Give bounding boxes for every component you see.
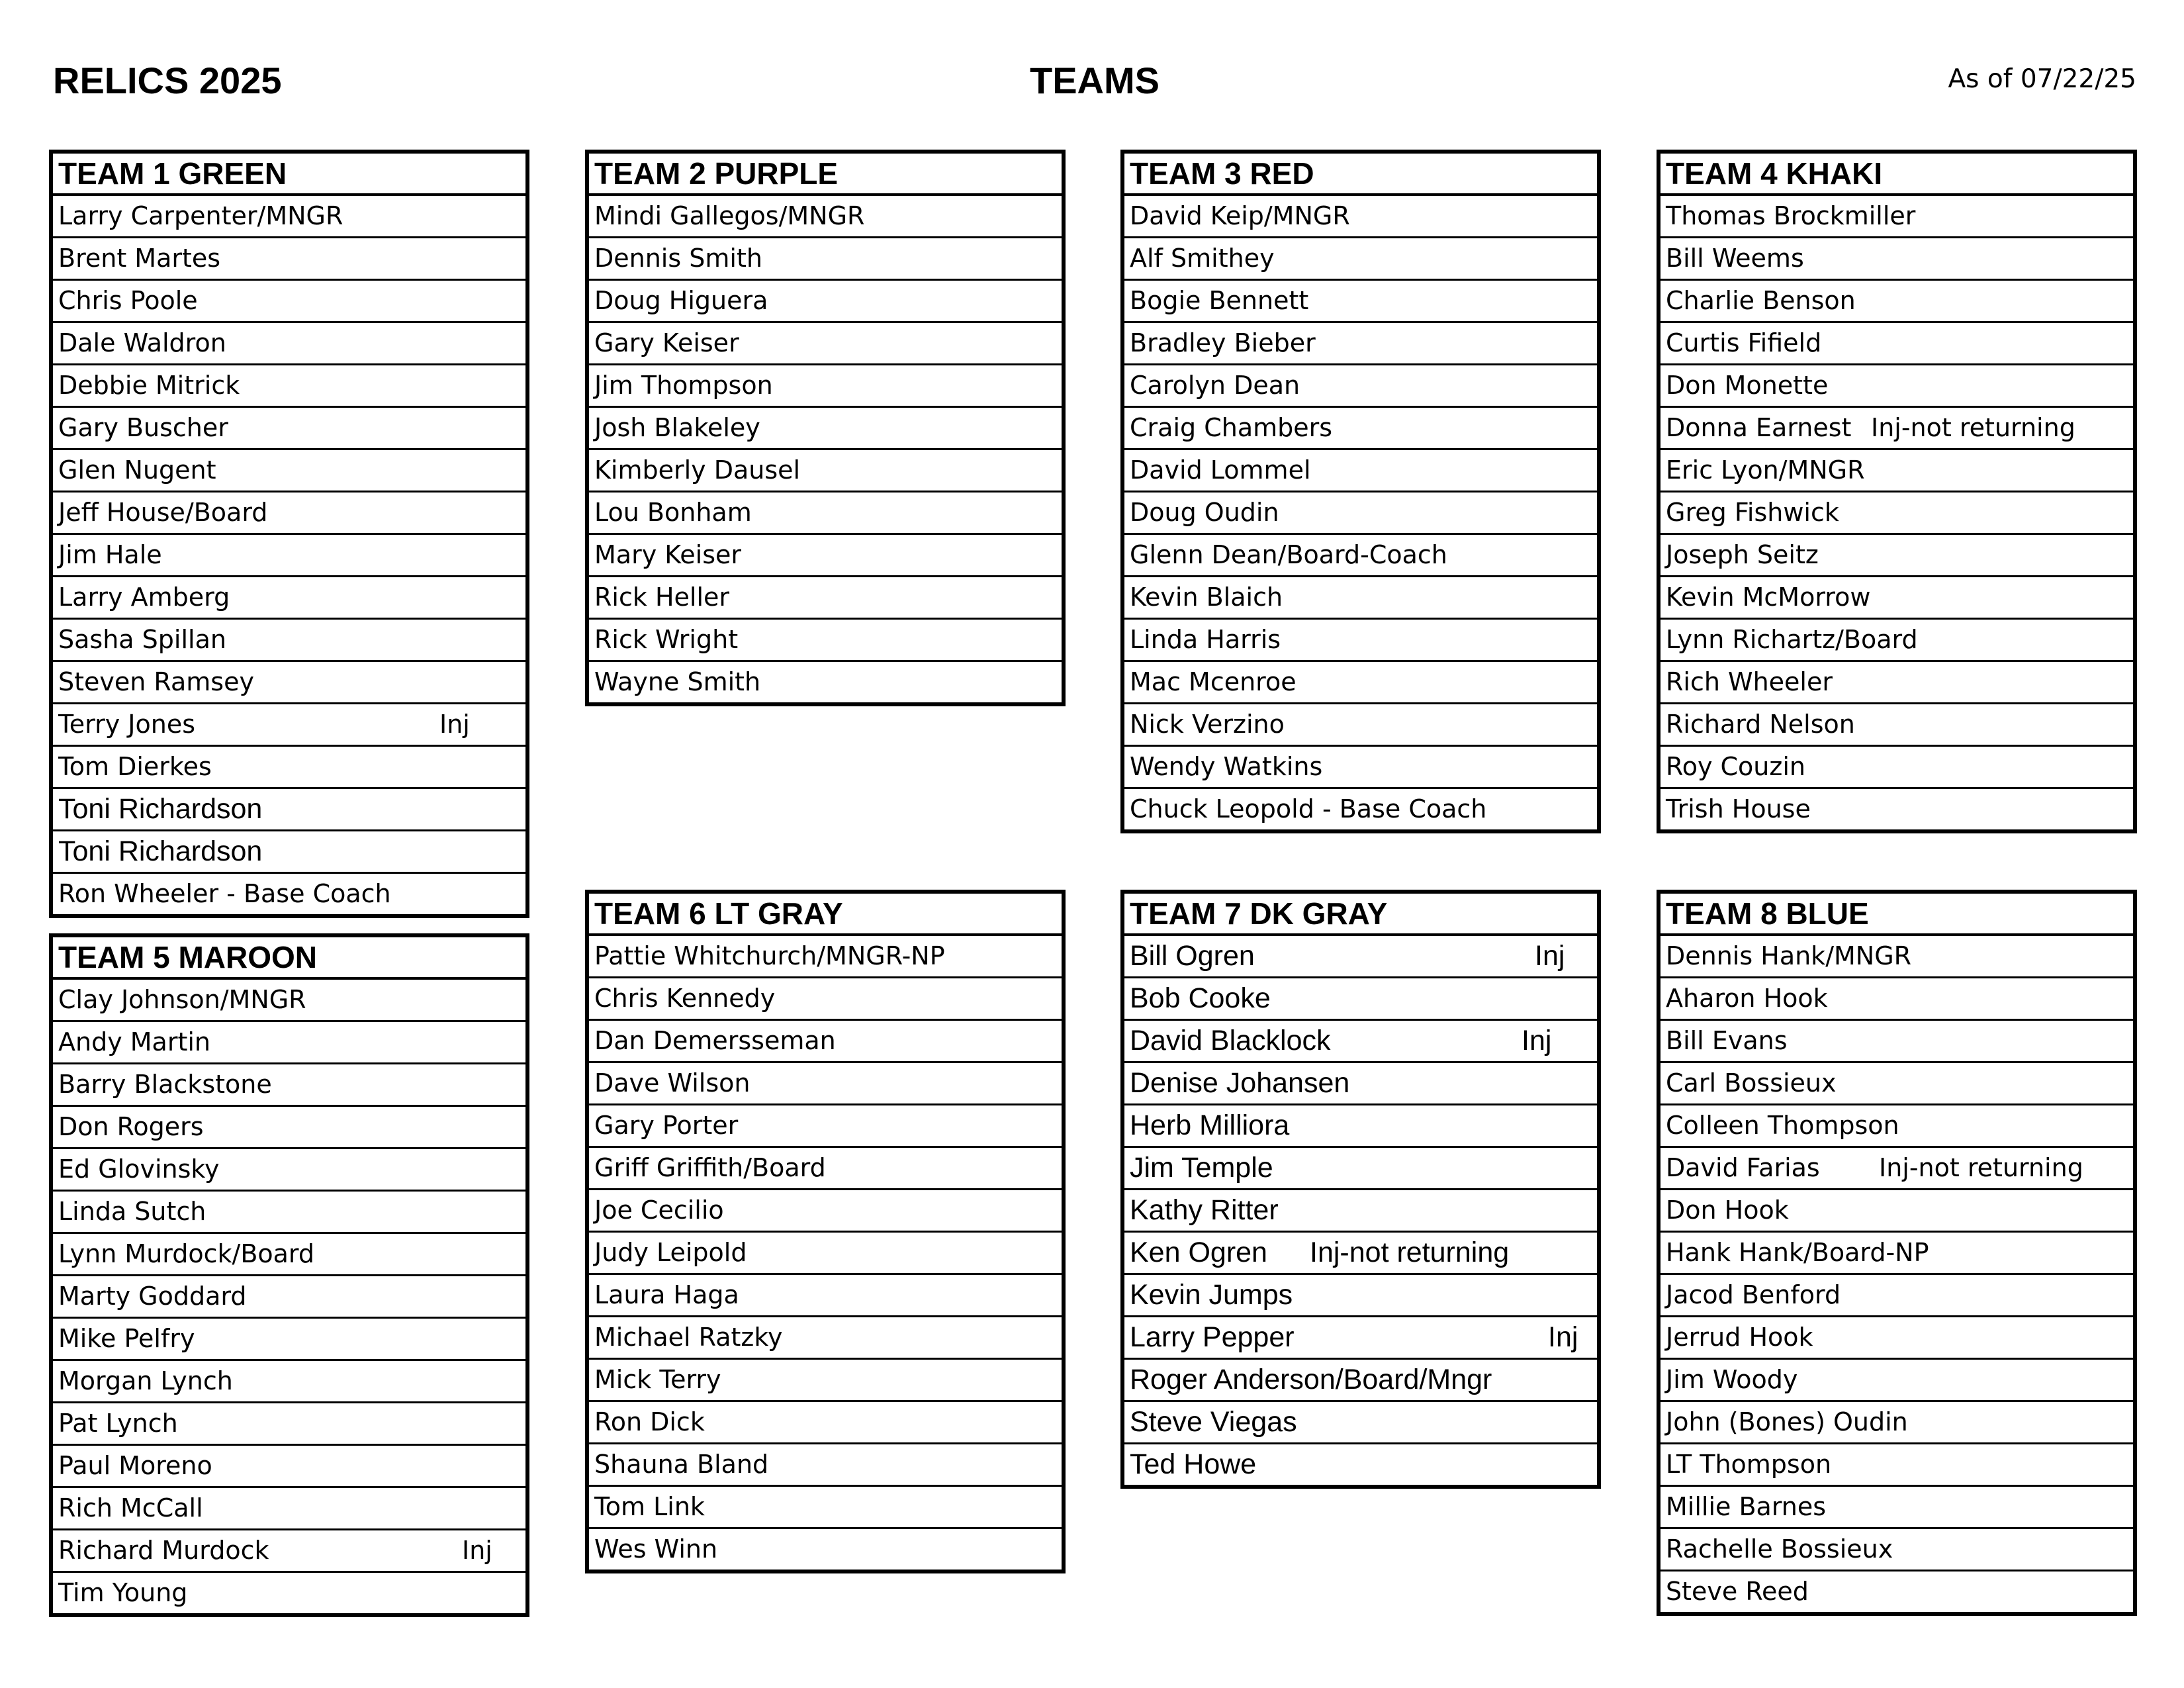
- player-name: Wes Winn: [594, 1534, 718, 1564]
- roster-row: [53, 1446, 525, 1488]
- roster-row: [53, 281, 525, 323]
- team-name-header: TEAM 2 PURPLE: [589, 154, 1062, 196]
- player-name: Brent Martes: [58, 244, 221, 273]
- roster-row: [53, 1361, 525, 1403]
- player-name: Toni Richardson: [58, 793, 263, 825]
- roster-row: [53, 1488, 525, 1530]
- roster-row: [1661, 323, 2133, 365]
- player-name: Paul Moreno: [58, 1451, 212, 1480]
- roster-row: [589, 408, 1062, 450]
- roster-row: [589, 1487, 1062, 1529]
- player-name: Ron Dick: [594, 1407, 705, 1436]
- roster-row: [1124, 1148, 1597, 1190]
- player-name: Glenn Dean/Board-Coach: [1130, 540, 1447, 569]
- player-name: Jim Thompson: [594, 371, 773, 400]
- player-name: Bob Cooke: [1130, 982, 1271, 1014]
- player-name: Hank Hank/Board-NP: [1666, 1238, 1929, 1267]
- roster-row: [589, 936, 1062, 978]
- roster-row: [1661, 1021, 2133, 1063]
- player-name: Sasha Spillan: [58, 625, 226, 654]
- player-name: Mac Mcenroe: [1130, 667, 1297, 696]
- player-name: Dennis Smith: [594, 244, 762, 273]
- player-name: Griff Griffith/Board: [594, 1153, 826, 1182]
- roster-row: [1124, 1063, 1597, 1105]
- player-name: David Farias: [1666, 1153, 1820, 1182]
- player-name: Mick Terry: [594, 1365, 721, 1394]
- player-name: Doug Higuera: [594, 286, 768, 315]
- roster-row: [1124, 238, 1597, 281]
- player-name: Jim Woody: [1666, 1365, 1798, 1394]
- roster-row: [1661, 238, 2133, 281]
- roster-row: [53, 1403, 525, 1446]
- roster-row: [1661, 1487, 2133, 1529]
- roster-row: [1124, 281, 1597, 323]
- player-name: Andy Martin: [58, 1027, 211, 1056]
- player-name: Judy Leipold: [594, 1238, 747, 1267]
- roster-row: [1661, 1190, 2133, 1233]
- player-name: Millie Barnes: [1666, 1492, 1827, 1521]
- roster-row: [53, 831, 525, 874]
- roster-row: [1661, 1063, 2133, 1105]
- player-name: Joe Cecilio: [594, 1196, 724, 1225]
- player-name: Nick Verzino: [1130, 710, 1285, 739]
- player-name: Michael Ratzky: [594, 1323, 783, 1352]
- team-roster-box: [49, 933, 529, 1617]
- player-name: Roger Anderson/Board/Mngr: [1130, 1364, 1492, 1395]
- player-name: Linda Harris: [1130, 625, 1281, 654]
- player-status-note: Inj: [1535, 940, 1565, 972]
- roster-row: [1124, 1275, 1597, 1317]
- roster-row: [53, 408, 525, 450]
- player-name: Bill Ogren: [1130, 940, 1255, 972]
- roster-row: [53, 620, 525, 662]
- player-name: Jeff House/Board: [58, 498, 268, 527]
- player-name: Ed Glovinsky: [58, 1154, 220, 1184]
- player-name: Gary Keiser: [594, 328, 739, 357]
- player-name: Herb Milliora: [1130, 1109, 1290, 1141]
- roster-row: [1661, 978, 2133, 1021]
- roster-row: [1124, 978, 1597, 1021]
- roster-row: [1124, 1402, 1597, 1444]
- player-name: Dan Demersseman: [594, 1026, 836, 1055]
- roster-row: [1661, 1529, 2133, 1571]
- roster-row: [53, 1530, 525, 1573]
- roster-row: [1124, 1021, 1597, 1063]
- player-name: Trish House: [1666, 794, 1811, 823]
- team-roster-box: [1657, 890, 2137, 1616]
- player-name: Steve Viegas: [1130, 1406, 1297, 1438]
- player-name: Laura Haga: [594, 1280, 739, 1309]
- player-name: Steve Reed: [1666, 1577, 1809, 1606]
- roster-row: [589, 620, 1062, 662]
- player-name: Wayne Smith: [594, 667, 761, 696]
- roster-row: [53, 747, 525, 789]
- player-name: Chris Kennedy: [594, 984, 776, 1013]
- roster-row: [1661, 1571, 2133, 1612]
- player-name: Bill Evans: [1666, 1026, 1788, 1055]
- roster-row: [1661, 365, 2133, 408]
- roster-row: [589, 492, 1062, 535]
- team-roster-box: [1657, 150, 2137, 833]
- player-status-note: Inj-not returning: [1879, 1153, 2083, 1182]
- roster-row: [1124, 323, 1597, 365]
- player-name: Richard Murdock: [58, 1536, 269, 1565]
- player-name: Don Rogers: [58, 1112, 204, 1141]
- roster-row: [53, 535, 525, 577]
- roster-row: [589, 1360, 1062, 1402]
- roster-row: [53, 704, 525, 747]
- player-name: Bradley Bieber: [1130, 328, 1316, 357]
- roster-row: [1661, 1105, 2133, 1148]
- roster-row: [1661, 196, 2133, 238]
- player-name: Jacod Benford: [1666, 1280, 1841, 1309]
- roster-row: [53, 874, 525, 914]
- roster-row: [1124, 936, 1597, 978]
- player-name: Bill Weems: [1666, 244, 1804, 273]
- player-name: Carolyn Dean: [1130, 371, 1300, 400]
- document-title: RELICS 2025: [53, 60, 282, 101]
- player-name: Larry Pepper: [1130, 1321, 1295, 1353]
- team-roster-box: [585, 890, 1066, 1573]
- team-name-header: TEAM 4 KHAKI: [1661, 154, 2133, 196]
- team-name-header: TEAM 5 MAROON: [53, 937, 525, 980]
- player-name: David Blacklock: [1130, 1025, 1331, 1056]
- roster-row: [589, 365, 1062, 408]
- player-name: Ted Howe: [1130, 1448, 1257, 1480]
- roster-row: [1661, 450, 2133, 492]
- roster-row: [589, 1105, 1062, 1148]
- roster-row: [1124, 1105, 1597, 1148]
- roster-row: [1661, 1233, 2133, 1275]
- roster-row: [1661, 408, 2133, 450]
- player-name: Larry Carpenter/MNGR: [58, 201, 343, 230]
- player-status-note: Inj: [1522, 1025, 1552, 1056]
- player-name: Morgan Lynch: [58, 1366, 233, 1395]
- player-name: Shauna Bland: [594, 1450, 769, 1479]
- player-name: Colleen Thompson: [1666, 1111, 1899, 1140]
- team-roster-box: [49, 150, 529, 918]
- player-name: Rick Heller: [594, 583, 730, 612]
- player-name: Linda Sutch: [58, 1197, 206, 1226]
- player-name: Joseph Seitz: [1666, 540, 1819, 569]
- roster-row: [589, 1444, 1062, 1487]
- roster-row: [1124, 577, 1597, 620]
- player-name: Alf Smithey: [1130, 244, 1275, 273]
- player-name: Bogie Bennett: [1130, 286, 1309, 315]
- roster-row: [1124, 1360, 1597, 1402]
- team-roster-box: [1120, 890, 1601, 1489]
- roster-row: [53, 323, 525, 365]
- team-roster-box: [1120, 150, 1601, 833]
- player-name: Pat Lynch: [58, 1409, 178, 1438]
- roster-row: [53, 1149, 525, 1192]
- roster-row: [1124, 365, 1597, 408]
- player-name: Chris Poole: [58, 286, 198, 315]
- team-roster-box: [585, 150, 1066, 706]
- player-name: Aharon Hook: [1666, 984, 1828, 1013]
- player-name: Jerrud Hook: [1666, 1323, 1813, 1352]
- player-status-note: Inj-not returning: [1871, 413, 2075, 442]
- player-status-note: Inj: [462, 1536, 492, 1565]
- roster-row: [589, 1190, 1062, 1233]
- player-name: Donna Earnest: [1666, 413, 1852, 442]
- as-of-date: As of 07/22/25: [1948, 64, 2136, 94]
- player-name: Toni Richardson: [58, 835, 263, 867]
- player-name: Mary Keiser: [594, 540, 742, 569]
- roster-row: [1124, 450, 1597, 492]
- player-name: Don Hook: [1666, 1196, 1789, 1225]
- player-name: Jim Hale: [58, 540, 162, 569]
- roster-row: [1661, 936, 2133, 978]
- player-status-note: Inj: [439, 710, 470, 739]
- roster-row: [1124, 492, 1597, 535]
- player-status-note: Inj: [1548, 1321, 1578, 1353]
- player-name: Greg Fishwick: [1666, 498, 1839, 527]
- roster-row: [1124, 1190, 1597, 1233]
- player-name: David Lommel: [1130, 455, 1311, 485]
- roster-row: [53, 1319, 525, 1361]
- roster-row: [1124, 662, 1597, 704]
- roster-row: [1661, 492, 2133, 535]
- roster-row: [1661, 1444, 2133, 1487]
- player-name: Lynn Murdock/Board: [58, 1239, 314, 1268]
- roster-row: [589, 281, 1062, 323]
- roster-row: [589, 1402, 1062, 1444]
- player-name: Larry Amberg: [58, 583, 230, 612]
- roster-row: [589, 662, 1062, 702]
- roster-row: [589, 1233, 1062, 1275]
- player-name: Richard Nelson: [1666, 710, 1855, 739]
- player-name: Josh Blakeley: [594, 413, 760, 442]
- player-name: Curtis Fifield: [1666, 328, 1822, 357]
- player-name: Wendy Watkins: [1130, 752, 1323, 781]
- roster-row: [53, 1573, 525, 1613]
- roster-row: [53, 238, 525, 281]
- roster-row: [1661, 1317, 2133, 1360]
- player-name: Clay Johnson/MNGR: [58, 985, 306, 1014]
- player-name: Rich McCall: [58, 1493, 203, 1523]
- team-name-header: TEAM 1 GREEN: [53, 154, 525, 196]
- roster-row: [589, 577, 1062, 620]
- roster-row: [1661, 789, 2133, 829]
- player-name: Kathy Ritter: [1130, 1194, 1279, 1226]
- player-name: Marty Goddard: [58, 1282, 247, 1311]
- roster-row: [1661, 281, 2133, 323]
- player-name: Rich Wheeler: [1666, 667, 1833, 696]
- player-name: Steven Ramsey: [58, 667, 254, 696]
- player-name: Kevin McMorrow: [1666, 583, 1871, 612]
- roster-row: [589, 1317, 1062, 1360]
- player-name: Gary Buscher: [58, 413, 228, 442]
- roster-row: [53, 577, 525, 620]
- player-name: Lou Bonham: [594, 498, 752, 527]
- roster-row: [53, 1234, 525, 1276]
- roster-row: [1661, 1275, 2133, 1317]
- roster-row: [1124, 1444, 1597, 1485]
- roster-row: [53, 1022, 525, 1064]
- roster-row: [589, 535, 1062, 577]
- player-name: Rick Wright: [594, 625, 739, 654]
- player-name: Debbie Mitrick: [58, 371, 240, 400]
- player-name: Craig Chambers: [1130, 413, 1333, 442]
- roster-row: [53, 1064, 525, 1107]
- team-name-header: TEAM 3 RED: [1124, 154, 1597, 196]
- roster-row: [53, 1192, 525, 1234]
- roster-row: [1661, 1360, 2133, 1402]
- roster-row: [589, 978, 1062, 1021]
- player-name: Lynn Richartz/Board: [1666, 625, 1918, 654]
- roster-row: [1124, 747, 1597, 789]
- roster-row: [53, 492, 525, 535]
- roster-row: [1661, 662, 2133, 704]
- roster-row: [53, 789, 525, 831]
- player-name: Mike Pelfry: [58, 1324, 195, 1353]
- page-title: TEAMS: [1030, 60, 1160, 101]
- player-name: John (Bones) Oudin: [1666, 1407, 1908, 1436]
- roster-row: [53, 662, 525, 704]
- roster-row: [589, 1148, 1062, 1190]
- roster-row: [1124, 1233, 1597, 1275]
- player-name: Charlie Benson: [1666, 286, 1856, 315]
- player-name: Carl Bossieux: [1666, 1068, 1837, 1098]
- player-name: Glen Nugent: [58, 455, 216, 485]
- roster-row: [53, 450, 525, 492]
- roster-row: [1661, 535, 2133, 577]
- player-name: Kimberly Dausel: [594, 455, 801, 485]
- roster-row: [1661, 620, 2133, 662]
- roster-row: [1661, 577, 2133, 620]
- roster-row: [589, 196, 1062, 238]
- roster-row: [1661, 1148, 2133, 1190]
- roster-row: [589, 323, 1062, 365]
- player-name: Dennis Hank/MNGR: [1666, 941, 1912, 970]
- roster-row: [53, 980, 525, 1022]
- roster-row: [1124, 1317, 1597, 1360]
- team-name-header: TEAM 8 BLUE: [1661, 894, 2133, 936]
- roster-row: [53, 196, 525, 238]
- player-name: Jim Temple: [1130, 1152, 1273, 1184]
- player-name: Dale Waldron: [58, 328, 226, 357]
- player-name: Barry Blackstone: [58, 1070, 272, 1099]
- player-name: Chuck Leopold - Base Coach: [1130, 794, 1487, 823]
- player-name: Tom Dierkes: [58, 752, 212, 781]
- player-name: Pattie Whitchurch/MNGR-NP: [594, 941, 945, 970]
- roster-row: [589, 1063, 1062, 1105]
- player-name: LT Thompson: [1666, 1450, 1832, 1479]
- roster-row: [53, 1107, 525, 1149]
- player-name: Ron Wheeler - Base Coach: [58, 879, 391, 908]
- team-name-header: TEAM 6 LT GRAY: [589, 894, 1062, 936]
- player-name: Ken Ogren: [1130, 1237, 1267, 1268]
- player-name: Roy Couzin: [1666, 752, 1805, 781]
- roster-row: [589, 1275, 1062, 1317]
- roster-row: [1661, 704, 2133, 747]
- roster-row: [1124, 408, 1597, 450]
- player-name: Mindi Gallegos/MNGR: [594, 201, 865, 230]
- player-name: Kevin Blaich: [1130, 583, 1283, 612]
- roster-row: [589, 238, 1062, 281]
- roster-row: [1661, 747, 2133, 789]
- player-name: Thomas Brockmiller: [1666, 201, 1916, 230]
- player-name: Rachelle Bossieux: [1666, 1534, 1893, 1564]
- player-name: Terry Jones: [58, 710, 195, 739]
- roster-row: [1124, 535, 1597, 577]
- roster-row: [1124, 620, 1597, 662]
- player-name: Denise Johansen: [1130, 1067, 1350, 1099]
- player-name: Don Monette: [1666, 371, 1829, 400]
- player-name: Tom Link: [594, 1492, 705, 1521]
- roster-row: [589, 450, 1062, 492]
- player-name: Gary Porter: [594, 1111, 739, 1140]
- roster-row: [1124, 704, 1597, 747]
- team-name-header: TEAM 7 DK GRAY: [1124, 894, 1597, 936]
- player-status-note: Inj-not returning: [1310, 1237, 1510, 1268]
- roster-row: [1124, 196, 1597, 238]
- roster-row: [1124, 789, 1597, 829]
- roster-row: [53, 1276, 525, 1319]
- roster-row: [1661, 1402, 2133, 1444]
- roster-row: [589, 1529, 1062, 1570]
- player-name: Doug Oudin: [1130, 498, 1279, 527]
- player-name: Eric Lyon/MNGR: [1666, 455, 1865, 485]
- player-name: Kevin Jumps: [1130, 1279, 1293, 1311]
- player-name: Dave Wilson: [594, 1068, 751, 1098]
- roster-row: [589, 1021, 1062, 1063]
- player-name: Tim Young: [58, 1578, 188, 1607]
- roster-row: [53, 365, 525, 408]
- player-name: David Keip/MNGR: [1130, 201, 1350, 230]
